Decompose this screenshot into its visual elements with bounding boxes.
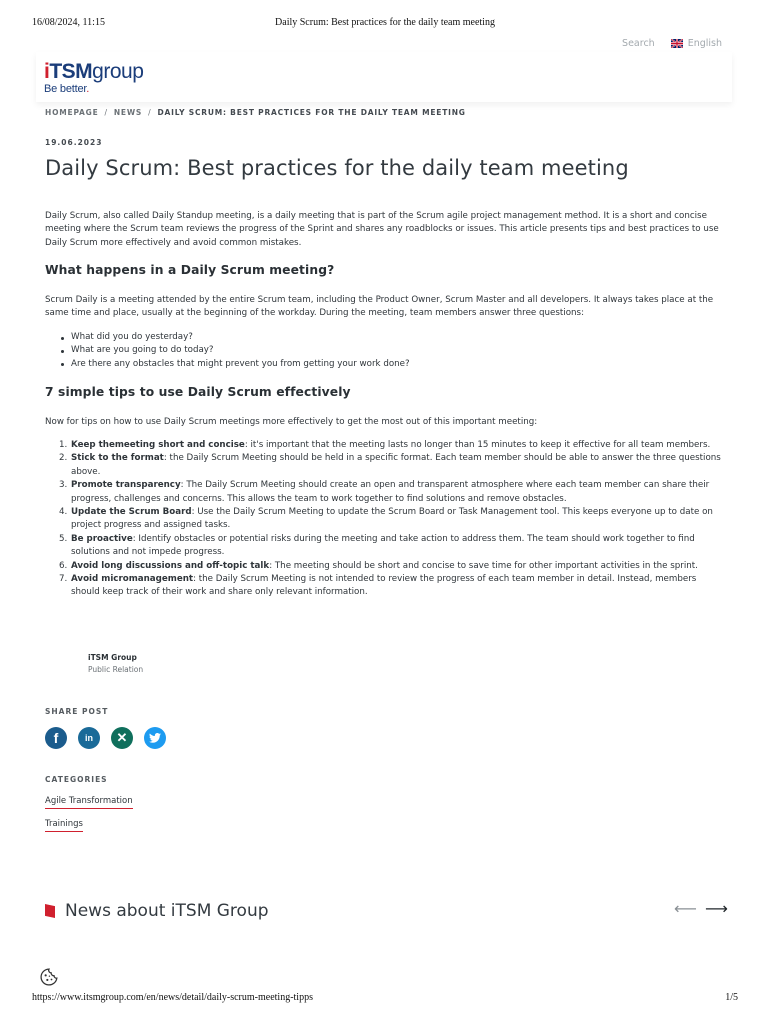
- list-item: What are you going to do today?: [59, 344, 719, 357]
- article-intro: Daily Scrum, also called Daily Standup meeting, is a daily meeting that is part of the Scrum agile project management method. It is a short and concise meeting where the Scrum team reviews the progress of the Sprint and shares any roadblocks or issues. This article presents tips and best practices to use Daily Scrum more effectively and avoid common mistakes.: [45, 211, 719, 248]
- categories-label: CATEGORIES: [45, 775, 108, 784]
- list-item: 3. Promote transparency: The Daily Scrum Meeting should create an open and transparent atmosphere where each team member can share their progress, challenges and concerns. This allows the team to work together to find solutions and remove obstacles.: [59, 480, 710, 504]
- breadcrumb-current: DAILY SCRUM: BEST PRACTICES FOR THE DAILY TEAM MEETING: [157, 108, 466, 117]
- itsm-logo[interactable]: [44, 61, 174, 95]
- news-section-heading: [45, 901, 269, 921]
- site-header: [36, 52, 732, 102]
- top-utility-bar: [622, 36, 722, 50]
- news-carousel-controls: [674, 899, 728, 918]
- list-item: 7. Avoid micromanagement: the Daily Scrum Meeting is not intended to review the progress of each team member in detail. Instead, members should keep track of their work and share only relevant information.: [59, 574, 697, 598]
- breadcrumb: [45, 108, 466, 117]
- list-item: 2. Stick to the format: the Daily Scrum Meeting should be held in a specific format. Each team member should be able to answer the three questions above.: [59, 453, 721, 477]
- cookie-icon[interactable]: [39, 967, 59, 987]
- language-label: English: [687, 37, 722, 49]
- share-label: SHARE POST: [45, 707, 109, 716]
- arrow-right-icon[interactable]: ⟶: [704, 899, 728, 918]
- xing-icon[interactable]: ✕: [111, 727, 133, 749]
- section-heading: 7 simple tips to use Daily Scrum effectively: [45, 385, 351, 399]
- print-page-number: 1/5: [725, 992, 738, 1003]
- list-item: 6. Avoid long discussions and off-topic talk: The meeting should be short and concise to save time for other important activities in the sprint.: [59, 560, 698, 571]
- page-title: Daily Scrum: Best practices for the daily team meeting: [45, 156, 629, 180]
- share-buttons: [45, 727, 177, 749]
- language-switcher[interactable]: [671, 38, 722, 49]
- twitter-bird-glyph: [149, 733, 161, 743]
- print-doc-title: Daily Scrum: Best practices for the daily team meeting: [275, 17, 495, 28]
- list-item: What did you do yesterday?: [59, 331, 719, 344]
- linkedin-icon[interactable]: in: [78, 727, 100, 749]
- logo-tagline: Be better.: [44, 83, 90, 95]
- list-item: 4. Update the Scrum Board: Use the Daily Scrum Meeting to update the Scrum Board or Task Management tool. This keeps everyone up to date on project progress and assigned tasks.: [59, 507, 713, 531]
- search-link[interactable]: Search: [622, 37, 655, 49]
- news-section-title: News about iTSM Group: [65, 901, 269, 921]
- author-name: iTSM Group: [88, 653, 137, 662]
- print-header: [32, 17, 738, 31]
- print-datetime: 16/08/2024, 11:15: [32, 17, 105, 28]
- arrow-left-icon[interactable]: ⟵: [674, 899, 697, 918]
- author-role: Public Relation: [88, 665, 144, 674]
- list-item: 5. Be proactive: Identify obstacles or potential risks during the meeting and take action to address them. The team should work together to find solutions and not impede progress.: [59, 533, 695, 558]
- list-item: Are there any obstacles that might prevent you from getting your work done?: [59, 358, 719, 371]
- post-date: 19.06.2023: [45, 138, 103, 147]
- tips-list: [59, 439, 721, 600]
- category-link[interactable]: Agile Transformation: [45, 796, 133, 809]
- facebook-icon[interactable]: f: [45, 727, 67, 749]
- section-heading: What happens in a Daily Scrum meeting?: [45, 263, 335, 277]
- logo-wordmark: i TSM group: [44, 60, 144, 83]
- breadcrumb-home[interactable]: HOMEPAGE: [45, 108, 99, 117]
- print-footer: [32, 992, 738, 1006]
- red-marker-icon: [45, 904, 55, 918]
- breadcrumb-separator: /: [148, 108, 152, 117]
- section-paragraph: Scrum Daily is a meeting attended by the entire Scrum team, including the Product Owner, Scrum Master and all developers. It always takes place at the same time and place, usually at the beginning of the workday. During the meeting, team members answer three questions:: [45, 295, 714, 319]
- section-paragraph: Now for tips on how to use Daily Scrum meetings more effectively to get the most out of this important meeting:: [45, 417, 538, 427]
- questions-list: [59, 331, 719, 371]
- uk-flag-icon: [671, 39, 683, 48]
- list-item: 1. Keep themeeting short and concise: it's important that the meeting lasts no longer than 15 minutes to keep it effective for all team members.: [59, 440, 711, 450]
- category-link[interactable]: Trainings: [45, 819, 83, 832]
- author-block: [88, 653, 143, 674]
- breadcrumb-news[interactable]: NEWS: [113, 108, 143, 117]
- twitter-icon[interactable]: [144, 727, 166, 749]
- breadcrumb-separator: /: [104, 108, 108, 117]
- print-url: https://www.itsmgroup.com/en/news/detail/daily-scrum-meeting-tipps: [32, 992, 313, 1003]
